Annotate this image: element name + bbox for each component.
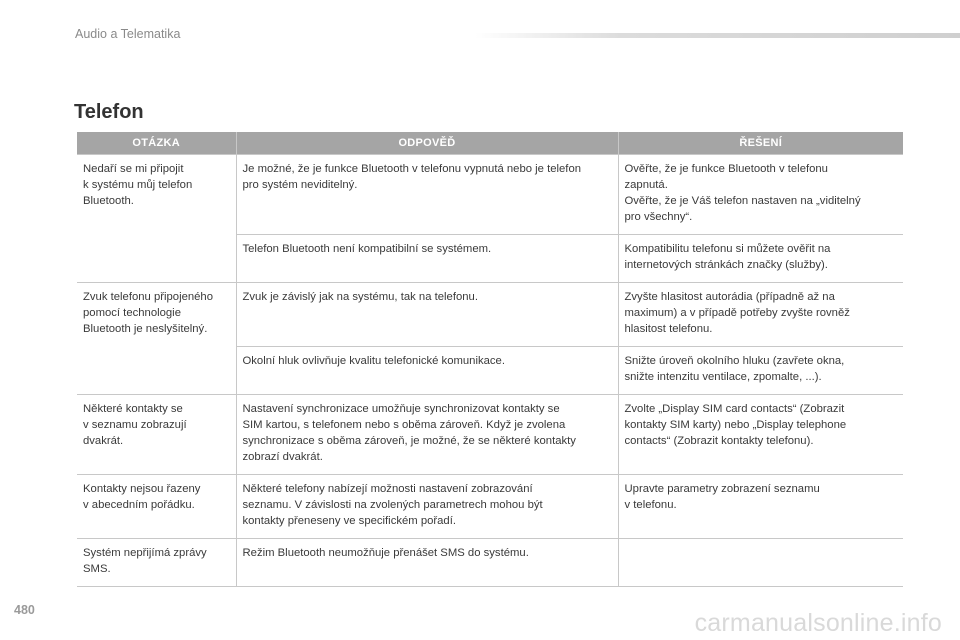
question-cell: Kontakty nejsou řazeny v abecedním pořádku.	[77, 475, 236, 539]
header-rule	[475, 33, 960, 38]
watermark: carmanualsonline.info	[694, 609, 942, 637]
question-cell: Některé kontakty se v seznamu zobrazují dvakrát.	[77, 395, 236, 475]
question-cell: Zvuk telefonu připojeného pomocí technologie Bluetooth je neslyšitelný.	[77, 283, 236, 395]
table-row	[77, 475, 903, 539]
question-cell: Nedaří se mi připojit k systému můj telefon Bluetooth.	[77, 155, 236, 283]
answer-cell: Nastavení synchronizace umožňuje synchronizovat kontakty se SIM kartou, s telefonem nebo s oběma zároveň. Když je zvolena synchronizace s oběma zároveň, je možné, že se některé kontakty zobrazí dvakrát.	[236, 395, 618, 475]
solution-cell	[618, 539, 903, 587]
faq-table	[77, 132, 903, 587]
table-header-row	[77, 132, 903, 155]
section-title: Telefon	[74, 101, 144, 123]
table-row	[77, 539, 903, 587]
question-cell: Systém nepřijímá zprávy SMS.	[77, 539, 236, 587]
answer-cell: Okolní hluk ovlivňuje kvalitu telefonické komunikace.	[236, 347, 618, 395]
solution-cell: Snižte úroveň okolního hluku (zavřete okna, snižte intenzitu ventilace, zpomalte, ...).	[618, 347, 903, 395]
table-row	[77, 283, 903, 347]
answer-cell: Telefon Bluetooth není kompatibilní se systémem.	[236, 235, 618, 283]
table-row	[77, 155, 903, 235]
table-row	[77, 395, 903, 475]
page-number: 480	[14, 603, 35, 617]
solution-cell: Ověřte, že je funkce Bluetooth v telefonu zapnutá. Ověřte, že je Váš telefon nastaven na „viditelný pro všechny“.	[618, 155, 903, 235]
column-header-question: OTÁZKA	[77, 132, 236, 155]
answer-cell: Režim Bluetooth neumožňuje přenášet SMS do systému.	[236, 539, 618, 587]
answer-cell: Zvuk je závislý jak na systému, tak na telefonu.	[236, 283, 618, 347]
solution-cell: Zvyšte hlasitost autorádia (případně až na maximum) a v případě potřeby zvyšte rovněž hlasitost telefonu.	[618, 283, 903, 347]
solution-cell: Kompatibilitu telefonu si můžete ověřit na internetových stránkách značky (služby).	[618, 235, 903, 283]
solution-cell: Upravte parametry zobrazení seznamu v telefonu.	[618, 475, 903, 539]
header-title: Audio a Telematika	[75, 27, 181, 41]
solution-cell: Zvolte „Display SIM card contacts“ (Zobrazit kontakty SIM karty) nebo „Display telephone contacts“ (Zobrazit kontakty telefonu).	[618, 395, 903, 475]
column-header-solution: ŘEŠENÍ	[618, 132, 903, 155]
answer-cell: Je možné, že je funkce Bluetooth v telefonu vypnutá nebo je telefon pro systém neviditelný.	[236, 155, 618, 235]
answer-cell: Některé telefony nabízejí možnosti nastavení zobrazování seznamu. V závislosti na zvolených parametrech mohou být kontakty přeneseny ve specifickém pořadí.	[236, 475, 618, 539]
column-header-answer: ODPOVĚĎ	[236, 132, 618, 155]
